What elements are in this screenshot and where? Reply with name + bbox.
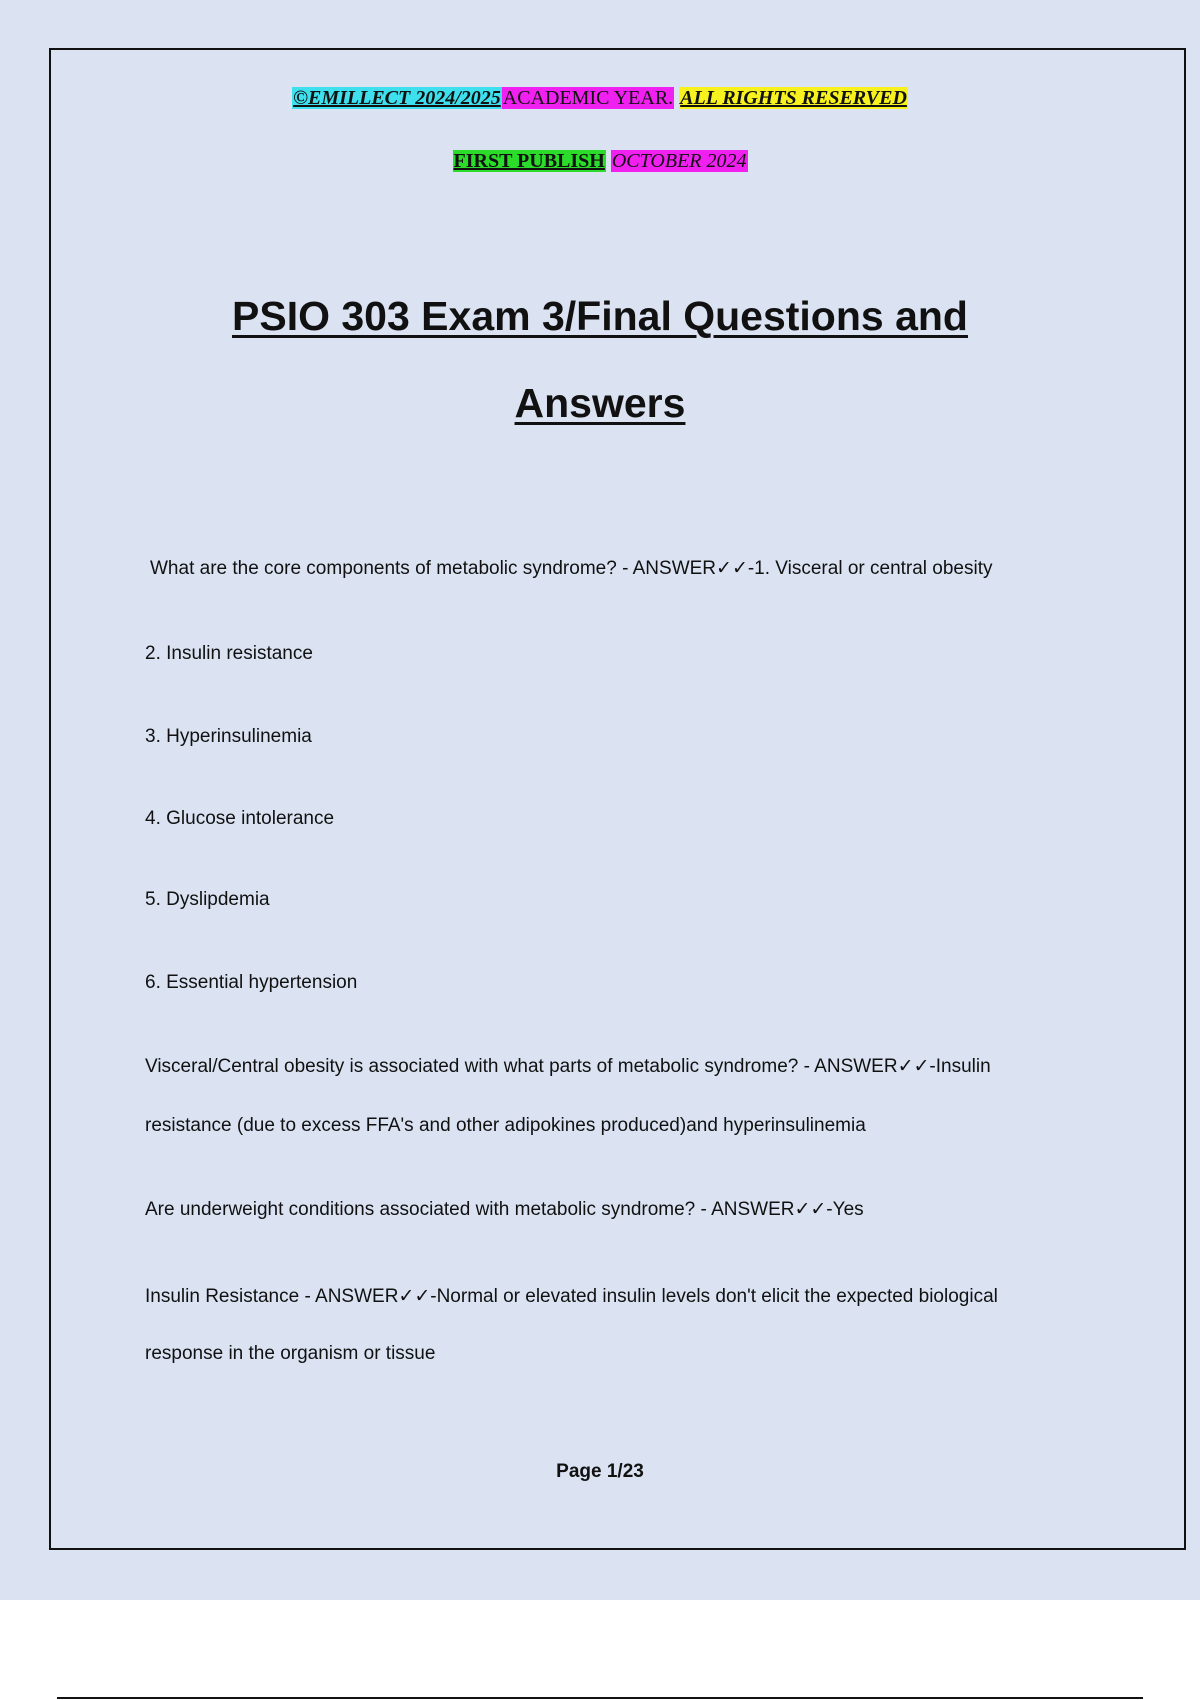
document-title-line-2: Answers (514, 380, 686, 426)
rights-reserved-text: ALL RIGHTS RESERVED (680, 87, 907, 109)
copyright-header (0, 85, 1200, 111)
qa-line: What are the core components of metabolic syndrome? - ANSWER✓✓-1. Visceral or central obesity (150, 558, 993, 579)
next-page-divider (57, 1697, 1143, 1699)
academic-year-text: ACADEMIC YEAR. (502, 87, 674, 109)
copyright-text: ©EMILLECT 2024/2025 (293, 87, 501, 109)
qa-line: 4. Glucose intolerance (145, 808, 335, 829)
publish-header (0, 148, 1200, 174)
first-publish-text: FIRST PUBLISH (453, 150, 605, 172)
document-title-line-1: PSIO 303 Exam 3/Final Questions and (232, 293, 968, 339)
qa-line: Insulin Resistance - ANSWER✓✓-Normal or elevated insulin levels don't elicit the expected biological (145, 1286, 998, 1307)
qa-line: Visceral/Central obesity is associated with what parts of metabolic syndrome? - ANSWER✓✓-Insulin (145, 1056, 991, 1077)
qa-line: Are underweight conditions associated with metabolic syndrome? - ANSWER✓✓-Yes (145, 1199, 864, 1220)
page-border (49, 48, 1186, 1550)
qa-line: response in the organism or tissue (145, 1343, 436, 1364)
qa-line: 2. Insulin resistance (145, 643, 313, 664)
qa-line: 3. Hyperinsulinemia (145, 726, 312, 747)
page-number: Page 1/23 (556, 1461, 644, 1482)
qa-line: 6. Essential hypertension (145, 972, 358, 993)
qa-line: resistance (due to excess FFA's and other adipokines produced)and hyperinsulinemia (145, 1115, 866, 1136)
qa-line: 5. Dyslipdemia (145, 889, 270, 910)
publish-date-text: OCTOBER 2024 (611, 150, 747, 172)
